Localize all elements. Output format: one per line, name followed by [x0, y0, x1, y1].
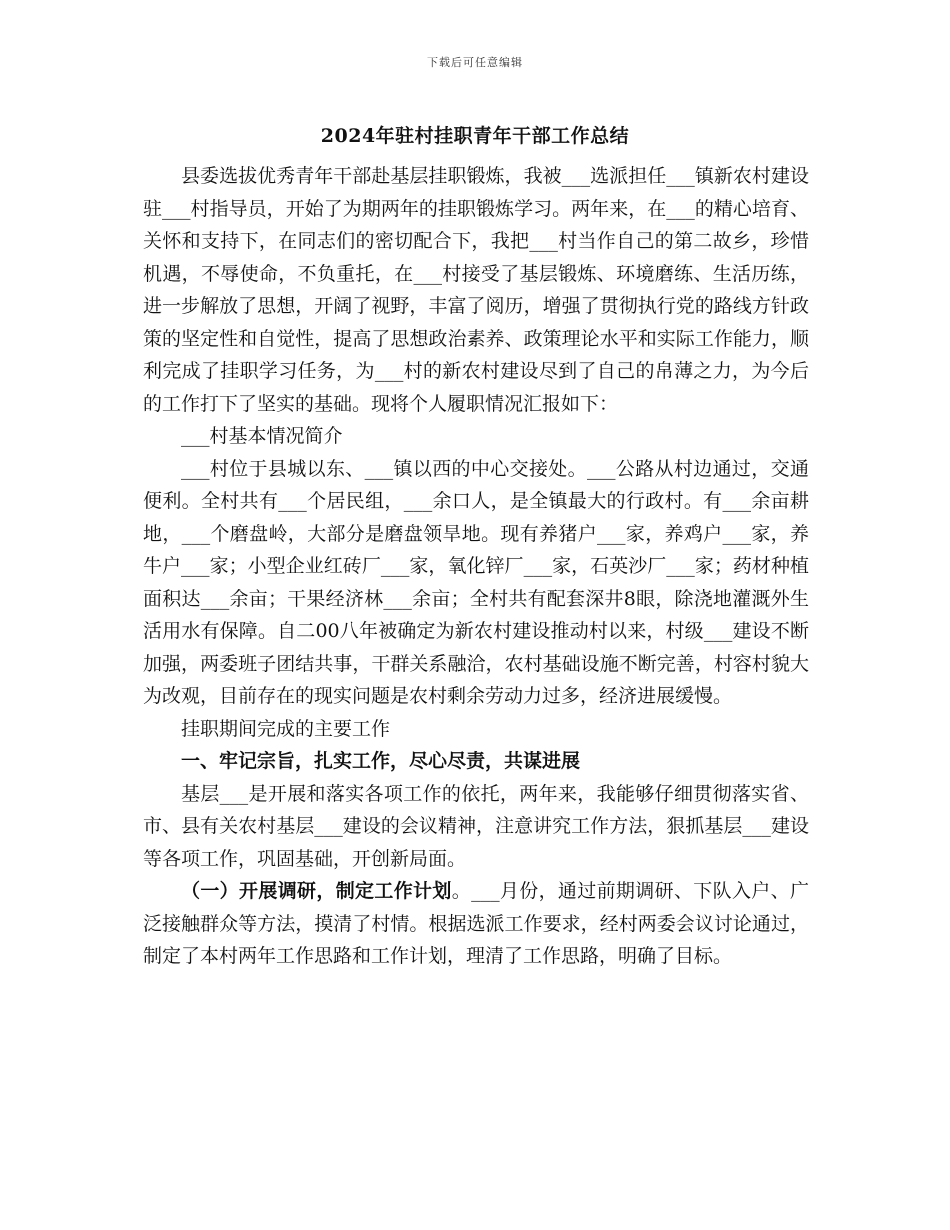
- paragraph-section-main-work: 挂职期间完成的主要工作: [181, 717, 391, 740]
- subheading-research-plan: （一）开展调研，制定工作计划: [181, 880, 452, 902]
- paragraph-village-details: ___村位于县城以东、___镇以西的中心交接处。___公路从村边通过，交通便利。全村共有___个居民组，___余口人，是全镇最大的行政村。有___余亩耕地，___个磨盘岭，大部分是磨盘领旱地。现有养猪户___家，养鸡户___家，养牛户___家；小型企业红砖厂___家，氧化锌厂___家，石英沙厂___家；药材种植面积达___余亩；干果经济林___余亩；全村共有配套深井8眼，除浇地灌溉外生活用水有保障。自二00八年被确定为新农村建设推动村以来，村级___建设不断加强，两委班子团结共事，干群关系融洽，农村基础设施不断完善，村容村貌大为改观，目前存在的现实问题是农村剩余劳动力过多，经济进展缓慢。: [143, 457, 809, 707]
- document-body: [143, 160, 809, 973]
- document-title: 2024年驻村挂职青年干部工作总结: [320, 125, 630, 147]
- paragraph-research-plan: [143, 875, 809, 973]
- heading-part-one: 一、牢记宗旨，扎实工作，尽心尽责，共谋进展: [181, 750, 581, 772]
- paragraph-grassroots-work: 基层___是开展和落实各项工作的依托，两年来，我能够仔细贯彻落实省、市、县有关农村基层___建设的会议精神，注意讲究工作方法，狠抓基层___建设等各项工作，巩固基础，开创新局面。: [143, 782, 809, 870]
- paragraph-intro: 县委选拔优秀青年干部赴基层挂职锻炼，我被___选派担任___镇新农村建设驻___村指导员，开始了为期两年的挂职锻炼学习。两年来，在___的精心培育、关怀和支持下，在同志们的密切配合下，我把___村当作自己的第二故乡，珍惜机遇，不辱使命，不负重托，在___村接受了基层锻炼、环境磨练、生活历练，进一步解放了思想，开阔了视野，丰富了阅历，增强了贯彻执行党的路线方针政策的坚定性和自觉性，提高了思想政治素养、政策理论水平和实际工作能力，顺利完成了挂职学习任务，为___村的新农村建设尽到了自己的帛薄之力，为今后的工作打下了坚实的基础。现将个人履职情况汇报如下：: [143, 165, 809, 415]
- paragraph-section-village-overview: ___村基本情况简介: [181, 425, 343, 447]
- paragraph-research-plan-text: 。___月份，通过前期调研、下队入户、广泛接触群众等方法，摸清了村情。根据选派工作要求，经村两委会议讨论通过，制定了本村两年工作思路和工作计划，理清了工作思路，明确了目标。: [143, 880, 809, 967]
- header-note: 下载后可任意编辑: [427, 56, 523, 69]
